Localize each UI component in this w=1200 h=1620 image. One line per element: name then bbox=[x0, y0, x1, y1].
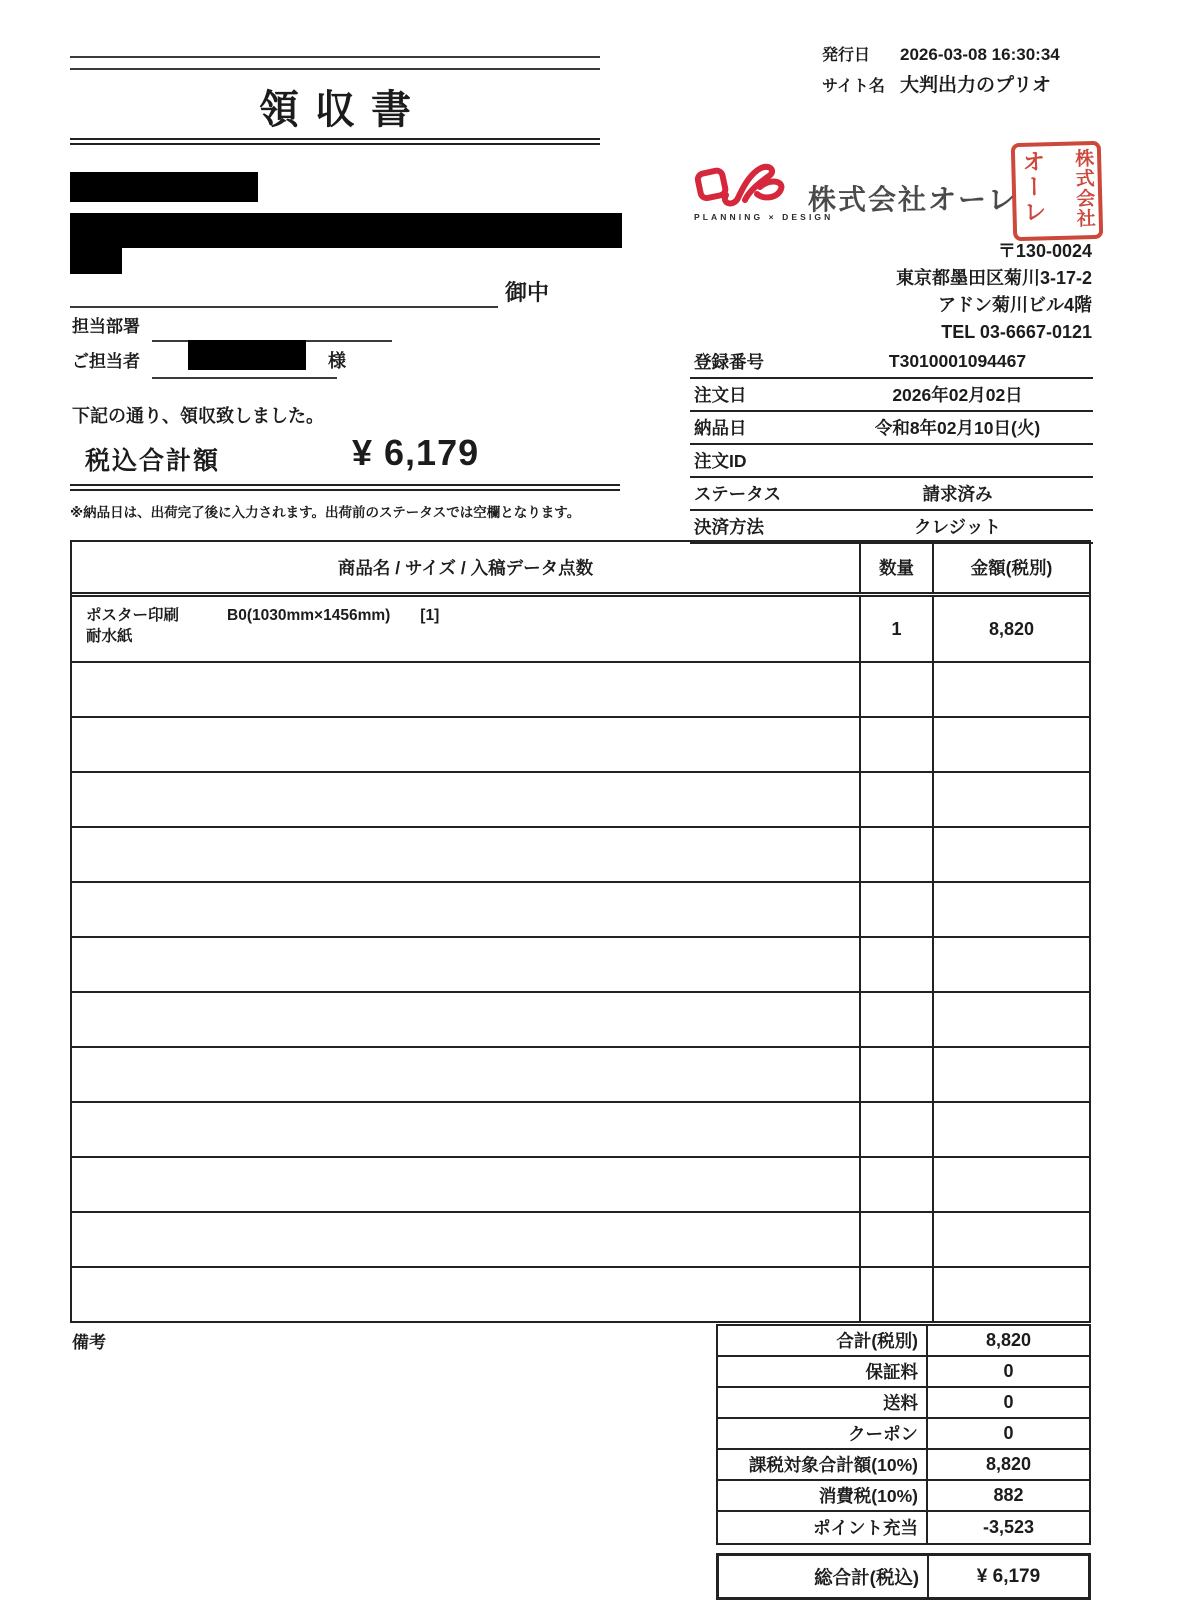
product-name: ポスター印刷 bbox=[86, 607, 180, 624]
title-bottom-rule bbox=[70, 138, 600, 145]
info-label: 注文日 bbox=[694, 385, 747, 405]
title-top-rule-2 bbox=[70, 68, 600, 70]
product-size: B0(1030mm×1456mm) bbox=[227, 607, 391, 624]
item-amount: 8,820 bbox=[932, 597, 1089, 661]
info-row-status bbox=[690, 478, 1093, 511]
info-label: 決済方法 bbox=[694, 517, 764, 537]
company-name: 株式会社オーレ bbox=[808, 184, 1018, 215]
summary-value: 0 bbox=[1003, 1423, 1014, 1443]
summary-row bbox=[718, 1388, 1089, 1419]
info-value: 令和8年02月10日(火) bbox=[874, 418, 1041, 438]
address-line-1: 東京都墨田区菊川3-17-2 bbox=[895, 268, 1092, 288]
empty-row bbox=[72, 826, 1089, 881]
phone-number: TEL 03-6667-0121 bbox=[941, 322, 1092, 342]
empty-row bbox=[72, 716, 1089, 771]
address-line-2: アドン菊川ビル4階 bbox=[937, 295, 1092, 315]
redaction-bar-customer-code bbox=[70, 172, 258, 202]
empty-row bbox=[72, 771, 1089, 826]
summary-label: 保証料 bbox=[718, 1357, 928, 1386]
statement-line: 下記の通り、領収致しました。 bbox=[72, 406, 324, 426]
item-row bbox=[72, 597, 1089, 661]
recipient-underline bbox=[70, 306, 498, 308]
site-name-row bbox=[822, 70, 1051, 97]
remarks-label: 備考 bbox=[72, 1333, 106, 1352]
summary-row bbox=[718, 1326, 1089, 1357]
info-label: 納品日 bbox=[694, 418, 747, 438]
issue-date-value: 2026-03-08 16:30:34 bbox=[900, 45, 1060, 64]
empty-row bbox=[72, 1046, 1089, 1101]
empty-row bbox=[72, 936, 1089, 991]
grand-total-label: 総合計(税込) bbox=[719, 1556, 929, 1597]
redaction-bar-customer-name-2 bbox=[70, 248, 122, 274]
summary-value: 8,820 bbox=[985, 1454, 1032, 1474]
company-tagline: PLANNING × DESIGN bbox=[694, 212, 834, 222]
data-count: [1] bbox=[420, 607, 440, 624]
company-address-block bbox=[690, 238, 1092, 346]
summary-value: 882 bbox=[993, 1485, 1024, 1505]
info-label: 注文ID bbox=[694, 451, 747, 471]
summary-label: 送料 bbox=[718, 1388, 928, 1417]
site-name-label: サイト名 bbox=[822, 78, 885, 95]
person-honorific: 様 bbox=[328, 351, 346, 371]
site-name-value: 大判出力のプリオ bbox=[900, 75, 1052, 96]
items-table bbox=[70, 540, 1091, 1323]
info-value: 請求済み bbox=[922, 484, 993, 504]
dept-label: 担当部署 bbox=[72, 317, 140, 336]
empty-row bbox=[72, 1211, 1089, 1266]
redaction-bar-customer-name bbox=[70, 213, 622, 248]
summary-row bbox=[718, 1419, 1089, 1450]
issue-date-row bbox=[822, 42, 1060, 65]
items-header-row bbox=[72, 542, 1089, 594]
order-info-table bbox=[690, 346, 1093, 544]
title-top-rule-1 bbox=[70, 56, 600, 58]
total-amount: ¥ 6,179 bbox=[352, 432, 480, 473]
info-label: 登録番号 bbox=[694, 352, 764, 372]
page-title: 領収書 bbox=[259, 88, 427, 132]
seal-text-right: 株式会社 bbox=[1071, 148, 1095, 229]
summary-label: ポイント充当 bbox=[718, 1512, 928, 1543]
empty-row bbox=[72, 881, 1089, 936]
items-header-product: 商品名 / サイズ / 入稿データ点数 bbox=[337, 557, 594, 578]
summary-label: 消費税(10%) bbox=[718, 1481, 928, 1510]
empty-row bbox=[72, 661, 1089, 716]
summary-row bbox=[718, 1481, 1089, 1512]
issue-date-label: 発行日 bbox=[822, 47, 871, 64]
summary-value: 8,820 bbox=[985, 1330, 1032, 1350]
summary-value: 0 bbox=[1003, 1392, 1014, 1412]
total-underline bbox=[70, 484, 620, 491]
postal-code: 〒130-0024 bbox=[997, 241, 1092, 261]
grand-total-value: ¥ 6,179 bbox=[976, 1565, 1041, 1587]
empty-row bbox=[72, 1266, 1089, 1321]
product-material: 耐水紙 bbox=[86, 628, 133, 645]
info-row-registration bbox=[690, 346, 1093, 379]
total-label: 税込合計額 bbox=[85, 447, 221, 475]
info-value: クレジット bbox=[913, 517, 1002, 537]
summary-label: 課税対象合計額(10%) bbox=[718, 1450, 928, 1479]
company-seal bbox=[1011, 141, 1104, 241]
summary-value: 0 bbox=[1003, 1361, 1014, 1381]
empty-row bbox=[72, 1156, 1089, 1211]
recipient-honorific: 御中 bbox=[505, 280, 550, 305]
info-label: ステータス bbox=[694, 484, 782, 504]
summary-row bbox=[718, 1512, 1089, 1543]
info-row-delivery-date bbox=[690, 412, 1093, 445]
summary-value: -3,523 bbox=[982, 1517, 1035, 1537]
empty-row bbox=[72, 1101, 1089, 1156]
info-row-order-date bbox=[690, 379, 1093, 412]
item-qty: 1 bbox=[859, 597, 932, 661]
person-underline bbox=[152, 377, 337, 379]
info-value: 2026年02月02日 bbox=[892, 385, 1023, 405]
summary-table bbox=[716, 1324, 1091, 1545]
redaction-bar-person-name bbox=[188, 340, 306, 370]
summary-label: クーポン bbox=[718, 1419, 928, 1448]
empty-row bbox=[72, 991, 1089, 1046]
info-value: T3010001094467 bbox=[888, 351, 1027, 371]
seal-text-left: オーレ bbox=[1018, 149, 1047, 225]
summary-label: 合計(税別) bbox=[718, 1326, 928, 1355]
summary-row bbox=[718, 1357, 1089, 1388]
items-header-qty: 数量 bbox=[859, 542, 932, 592]
delivery-note: ※納品日は、出荷完了後に入力されます。出荷前のステータスでは空欄となります。 bbox=[70, 505, 581, 520]
items-header-amount: 金額(税別) bbox=[932, 542, 1089, 592]
person-label: ご担当者 bbox=[72, 352, 140, 371]
summary-row bbox=[718, 1450, 1089, 1481]
info-row-order-id bbox=[690, 445, 1093, 478]
grand-total-row bbox=[716, 1553, 1091, 1600]
company-logo-icon bbox=[692, 156, 792, 217]
